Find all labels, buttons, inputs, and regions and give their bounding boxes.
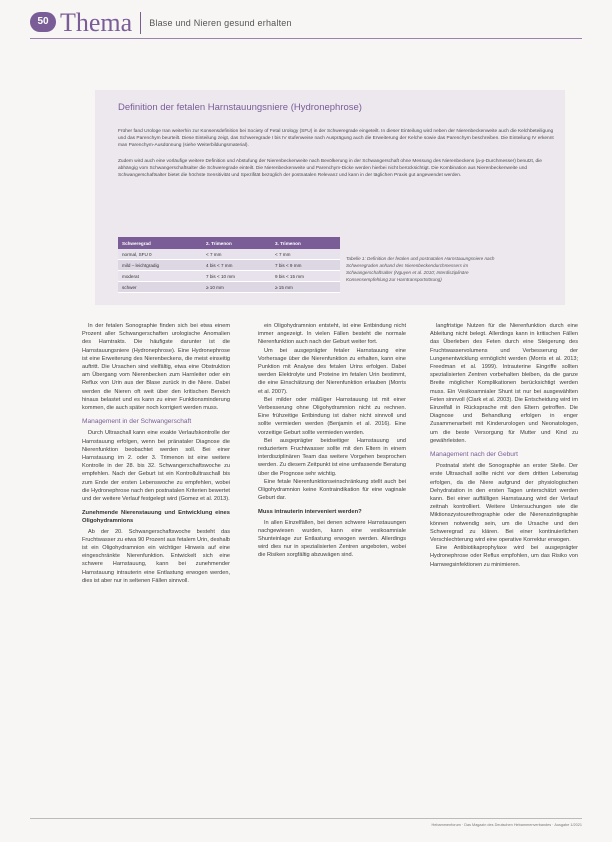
paragraph: Eine Antibiotikaprophylaxe wird bei ausgeprägter Hydronephrose oder Reflux empfohlen, um das Risiko von Harnwegsinfektionen zu minimieren. xyxy=(430,545,578,568)
column-3 xyxy=(430,322,578,569)
page-header xyxy=(60,8,582,38)
footer-rule xyxy=(30,818,582,819)
severity-table xyxy=(118,237,340,293)
paragraph: In allen Einzelfällen, bei denen schwere Harnstauungen nachgewiesen wurden, kann eine vesikoamniale Shunteinlage zur Entlastung erwogen werden. Allerdings wird dies nur in spezialisierten Zentren angeboten, wobei die Risiken sorgfältig abzuwägen sind. xyxy=(258,519,406,559)
paragraph: Postnatal steht die Sonographie an erster Stelle. Der erste Ultraschall sollte nicht vor dem dritten Lebenstag erfolgen, da die Niere aufgrund der physiologischen Dehydratation in den ersten Tagen unterschätzt werden kann. Bei einer auffälligen Harnstauung wird der Verlauf zeitnah kontrolliert. Weitere Untersuchungen wie die Miktionszystourethrographie oder die Nierenszintigraphie können notwendig sein, um die Ursache und den Schweregrad zu klären. Bei einer kontinuierlichen Verschlechterung wird eine operative Korrektur erwogen. xyxy=(430,463,578,544)
page-footer: Hebammenforum · Das Magazin des Deutschen Hebammenverbandes · Ausgabe 1/2021 xyxy=(431,823,582,827)
table-header: 2. Trimenon xyxy=(202,237,271,249)
table-row xyxy=(118,271,340,282)
table-cell: 4 bis < 7 mm xyxy=(202,260,271,271)
header-rule xyxy=(30,38,582,39)
paragraph: Durch Ultraschall kann eine exakte Verlaufskontrolle der Harnstauung erfolgen, wenn bei pränataler Diagnose die Nierenfunktion beobachtet werden soll. Bei einer Harnstauung im 2. oder 3. Trimenon ist eine weitere Kontrolle in der 28. bis 32. Schwangerschaftswoche zu empfehlen. Nach der Geburt ist ein Kontrollultraschall bis zum Ende der ersten Lebenswoche zu empfehlen, wobei die Hydronephrose nach den postnatalen Kriterien bewertet und der weitere Verlauf festgelegt wird (Gomez et al. 2013). xyxy=(82,430,230,503)
box-paragraph-1: Früher fand Urologe Iran weiterhin zur Konsensdefinition bei Society of Fetal Urology (SFU) in der Schweregrade eingeteilt. In dieser Einteilung wird neben der Nierenbeckenweite auch die Kelchbeteiligung und das Parenchym beurteilt. Diese Einteilung zeigt, das Schweregrade I bis IV stufenweise nach Ausprägung auch die Erweiterung der Kelche sowie das Parenchym beschreiben. Die Einteilung IV erkennt man Parenchym-Ausdünnung (siehe Weiterbildungsmaterial). xyxy=(118,129,554,149)
table-header: 3. Trimenon xyxy=(271,237,340,249)
header-divider xyxy=(140,12,141,34)
paragraph: Ab der 20. Schwangerschaftswoche besteht das Fruchtwasser zu etwa 90 Prozent aus fetalem Urin, deshalb ist ein Oligohydramnion ein wichtiger Hinweis auf eine eingeschränkte Nierenfunktion. Entwickelt sich eine schwere Harnstauung, kann bei zunehmender Harnstauung intrauterin eine Entlastung erwogen werden, dies ist aber nur in seltenen Fällen sinnvoll. xyxy=(82,528,230,584)
table-cell: schwer xyxy=(118,282,202,293)
paragraph: Bei ausgeprägter beidseitiger Harnstauung und reduziertem Fruchtwasser sollte mit den Eltern in einem interdisziplinären Team das weitere Vorgehen besprochen werden. Zu diesem Zeitpunkt ist eine umfassende Beratung über die Prognose sehr wichtig. xyxy=(258,437,406,477)
table-header: Schweregrad xyxy=(118,237,202,249)
table-cell: < 7 mm xyxy=(202,249,271,260)
header-subtitle: Blase und Nieren gesund erhalten xyxy=(149,18,292,28)
paragraph: Bei milder oder mäßiger Harnstauung ist mit einer Verbesserung ohne Oligohydramnion nicht zu rechnen. Eine frühzeitige Entbindung ist daher nicht sinnvoll und sollte vermieden werden (Benjamin et al. 2016). Eine vorzeitige Geburt sollte vermieden werden. xyxy=(258,396,406,436)
paragraph: In der fetalen Sonographie finden sich bei etwa einem Prozent aller Schwangerschaften urologische Anomalien des Harntrakts. Die häufigste darunter ist die Harnstauungsniere (Hydronephrose). Eine Hydronephrose ist eine Erweiterung des Nierenbeckens, die meist einseitig auftritt. Die Ursachen sind vielfältig, etwa eine Obstruktion am Übergang vom Nierenbecken zum Harnleiter oder ein Reflux von Urin aus der Blase zurück in die Niere. Dabei werden die Nieren oft weit über den kritischen Bereich hinaus belastet und es kann zu einer Funktionsminderung kommen, die auch später noch korrigiert werden muss. xyxy=(82,323,230,412)
table-row xyxy=(118,282,340,293)
section-heading: Management nach der Geburt xyxy=(430,451,518,459)
table-cell: ≥ 15 mm xyxy=(271,282,340,293)
table-cell: 7 bis < 10 mm xyxy=(202,271,271,282)
section-title: Thema xyxy=(60,8,133,37)
page-number: 50 xyxy=(30,12,56,32)
table-row xyxy=(118,260,340,271)
section-heading: Management in der Schwangerschaft xyxy=(82,418,192,426)
table-cell: ≥ 10 mm xyxy=(202,282,271,293)
table-cell: 9 bis < 15 mm xyxy=(271,271,340,282)
table-cell: mild – leichtgradig xyxy=(118,260,202,271)
table-cell: 7 bis < 9 mm xyxy=(271,260,340,271)
subsection-heading: Muss intrauterin interveniert werden? xyxy=(258,509,362,516)
box-paragraph-2: Zudem wird auch eine vorläufige weitere Definition und Abstufung der Nierenbeckenweite nach Bevölkerung in der Schwangerschaft ohne Messung des Nierenbeckens (a-p-Durchmesser) benutzt, die abhängig vom Schwangerschaftsalter die Schweregrade einteilt. Die Nierenbeckenweite und Parenchym-Dicke werden hierbei nicht berücksichtigt. Die Kombination aus Nierenbeckenweite und Schwangerschaftsalter bietet die höchste Sensitivität und Spezifität bezüglich der postnatalen Relevanz und kann in der täglichen Praxis gut angewendet werden. xyxy=(118,159,542,179)
subsection-heading: Zunehmende Nierenstauung und Entwicklung eines Oligohydramnions xyxy=(82,510,230,525)
paragraph: ein Oligohydramnion entsteht, ist eine Entbindung nicht immer angezeigt. In vielen Fällen besteht die normale Nierenfunktion auch nach der Geburt weiter fort. xyxy=(258,323,406,346)
table-cell: normal, SFU 0 xyxy=(118,249,202,260)
table-caption: Tabelle 1: Definition der fetalen und postnatalen Harnstauungsniere nach Schweregraden anhand des Nierenbeckendurchmessers im Schwangerschaftsalter (Nguyen et al. 2010; Interdisziplinäre Konsensempfehlung zur Harntransportstörung) xyxy=(346,256,495,282)
table-row xyxy=(118,249,340,260)
column-1 xyxy=(82,322,230,585)
table-cell: moderat xyxy=(118,271,202,282)
paragraph: Eine fetale Nierenfunktionseinschränkung stellt auch bei Oligohydramnion keine Kontraindikation für eine vaginale Geburt dar. xyxy=(258,478,406,502)
paragraph: langfristige Nutzen für die Nierenfunktion durch eine Ableitung nicht belegt. Allerdings kann in kritischen Fällen das Überleben des Feten durch eine Steigerung des Fruchtwasservolumens und Verbesserung der Lungenentwicklung ermöglicht werden (Morris et al. 2013; Freedman et al. 1999). Intrauterine Eingriffe sollten spezialisierten Zentren vorbehalten bleiben, da die ganze Breite möglicher Komplikationen berücksichtigt werden muss. Ein Vesikoamnialer Shunt ist nur bei ausgewählten Feten sinnvoll (Clark et al. 2003). Die Entscheidung wird im Einzelfall in Rücksprache mit den Eltern getroffen. Die Diagnose und Behandlung erfolgen in enger Zusammenarbeit mit Kinderurologen und Neonatologen, um die beste Versorgung für Mutter und Kind zu gewährleisten. xyxy=(430,323,578,444)
box-title: Definition der fetalen Harnstauungsniere (Hydronephrose) xyxy=(118,102,362,113)
column-2 xyxy=(258,322,406,560)
paragraph: Um bei ausgeprägter fetaler Harnstauung eine Vorhersage über die Nierenfunktion zu erhalten, kann eine Punktion mit Analyse des fetalen Urins erfolgen. Dabei werden Elektrolyte und Proteine im fetalen Urin bestimmt, die eine Einschätzung der Nierenfunktion erlauben (Morris et al. 2007). xyxy=(258,347,406,395)
table-cell: < 7 mm xyxy=(271,249,340,260)
